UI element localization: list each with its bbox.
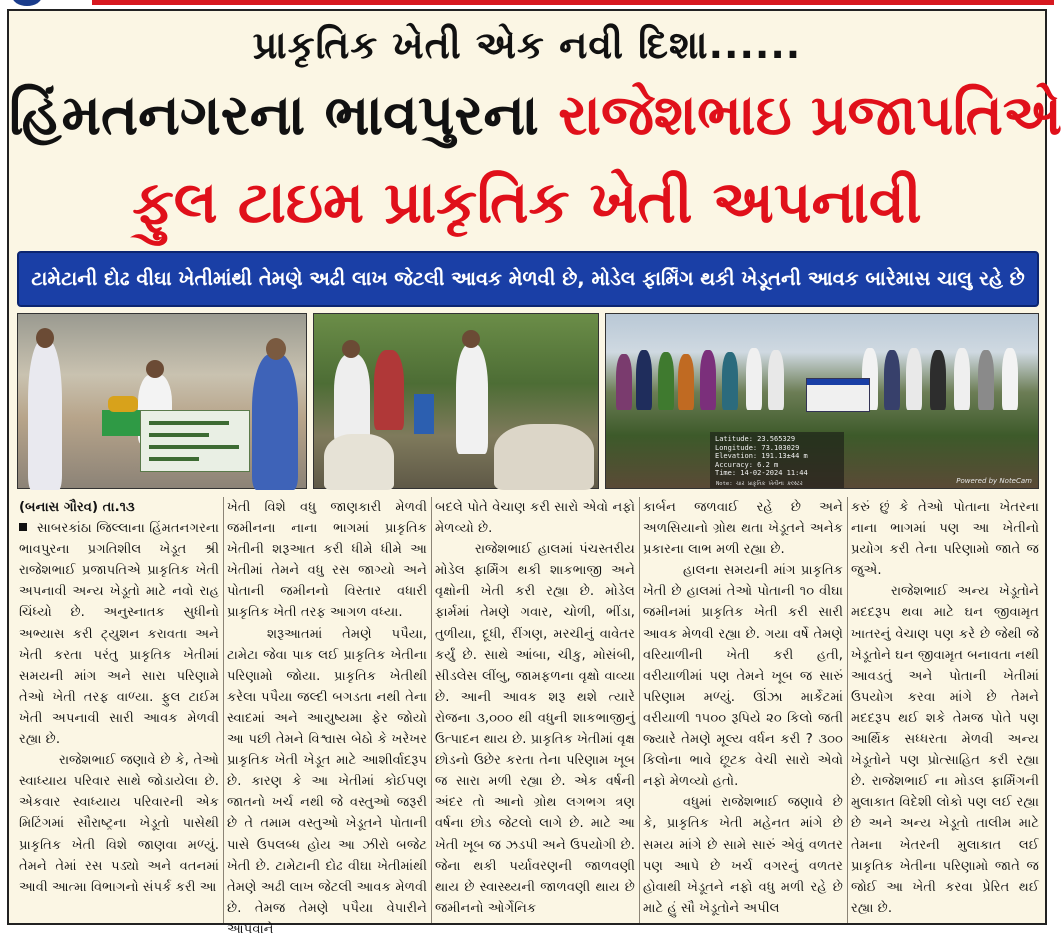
kicker: પ્રાકૃતિક ખેતી એક નવી દિશા...... bbox=[252, 23, 802, 67]
person-head bbox=[36, 328, 54, 348]
article-paragraph: કાર્બન જળવાઈ રહે છે અને અળસિયાનો ગ્રોથ થતા ખેડૂતને અનેક પ્રકારના લાભ મળી રહ્યા છે. bbox=[643, 500, 843, 558]
person-head bbox=[462, 330, 480, 348]
article-paragraph: રાજેશભાઈ અન્ય ખેડૂતોને મદદરૂપ થવા માટે ઘન જીવામૃત ખાતરનું વેચાણ પણ કરે છે જેથી જે ખેડૂતોને ઘન જીવામૃત બનાવતા નથી આવડતું અને પોતાની ખેતીમાં ઉપયોગ કરવા માંગે છે તેમને મદદરૂપ થઈ શકે તેમજ પોતે પણ આર્થિક સધ્ધરતા મેળવી અન્ય ખેડૂતોને પણ પ્રોત્સાહિત કરી રહ્યા છે. રાજેશભાઈ ના મોડલ ફાર્મિંગની મુલાકાત વિદેશી લોકો પણ લઈ રહ્યા છે અને અન્ય ખેડૂતો તાલીમ માટે તેમના ખેતરની મુલાકાત લઈ પ્રાકૃતિક ખેતીના પરિણામો જાતે જ જોઈ આ ખેતી કરવા પ્રેરિત થઈ રહ્યા છે. bbox=[851, 584, 1039, 916]
article-paragraph: શરૂઆતમાં તેમણે પપૈયા, ટામેટા જેવા પાક લઈ પ્રાકૃતિક ખેતીના પરિણામો જોયા. પ્રાકૃતિક ખેતીથી કરેલા પપૈયા જલ્દી બગડતા નથી તેના સ્વાદમાં અને આયુષ્યમા ફેર જોયો આ પછી તેમને વિશ્વાસ બેઠો કે ખરેખર પ્રાકૃતિક ખેતી ખેડૂત માટે આશીર્વાદરૂપ છે. કારણ કે આ ખેતીમાં કોઈપણ જાતનો ખર્ચ નથી જે વસ્તુઓ જરૂરી છે તે તમામ વસ્તુઓ ખેડૂતને પોતાની પાસે ઉપલબ્ધ હોય આ ઝીરો બજેટ ખેતી છે. ટામેટાની દોઢ વીઘા ખેતીમાંથી તેમણે અઢી લાખ જેટલી આવક મેળવી છે. તેમજ તેમણે પપૈયા વેપારીને આપવાને bbox=[227, 626, 427, 937]
person-figure bbox=[374, 350, 404, 430]
article-paragraph: ખેતી વિશે વધુ જાણકારી મેળવી જમીનના નાના ભાગમાં પ્રાકૃતિક ખેતીની શરૂઆત કરી ધીમે ધીમે આ ખેતીમાં તેમને વધુ રસ જાગ્યો અને પોતાની જમીનનો વિસ્તાર વધારી પ્રાકૃતિક ખેતી તરફ આગળ વધ્યા. bbox=[227, 500, 427, 621]
person-figure bbox=[252, 354, 298, 490]
article-paragraph: સાબરકાંઠા જિલ્લાના હિંમતનગરના ભાવપુરના પ્રગતિશીલ ખેડૂત શ્રી રાજેશભાઈ પ્રજાપતિએ પ્રાકૃતિક ખેતી અપનાવી અન્ય ખેડૂતો માટે નવો રાહ ચિંધ્યો છે. અનુસ્નાતક સુધીનો અભ્યાસ કરી ટ્યુશન કરાવતા અને ખેતી કરતા પરંતુ પ્રાકૃતિક ખેતીમાં સમયની માંગ અને સારા પરિણામે તેઓ ખેતી તરફ વાળ્યા. ફુલ ટાઈમ ખેતી અપનાવી સારી આવક મેળવી રહ્યા છે. bbox=[19, 521, 219, 748]
article-column-2 bbox=[227, 497, 427, 937]
article-body bbox=[17, 497, 1039, 937]
seated-farmers bbox=[494, 424, 594, 490]
headline-line-1 bbox=[9, 83, 1062, 149]
dateline: (બનાસ ગૌરવ) તા.૧૩ bbox=[19, 500, 135, 515]
column-divider bbox=[431, 497, 432, 923]
article-column-5 bbox=[851, 497, 1039, 923]
article-column-4 bbox=[643, 497, 843, 923]
field-banner bbox=[806, 378, 870, 412]
article-paragraph: વધુમાં રાજેશભાઈ જણાવે છે કે, પ્રાકૃતિક ખેતી મહેનત માંગે છે સમય માંગે છે સામે સારું એવું વળતર પણ આપે છે ખર્ચ વગરનું વળતર હોવાથી ખેડૂતને નફો વધુ મળી રહે છે માટે હું સૌ ખેડૂતોને અપીલ bbox=[643, 795, 843, 916]
headline-line-2: ફુલ ટાઇમ પ્રાકૃતિક ખેતી અપનાવી bbox=[132, 168, 922, 236]
article-paragraph: હાલના સમયની માંગ પ્રાકૃતિક ખેતી છે હાલમાં તેઓ પોતાની ૧૦ વીઘા જમીનમાં પ્રાકૃતિક ખેતી કરી સારી આવક મેળવી રહ્યા છે. ગયા વર્ષે તેમણે વરિયાળીની ખેતી કરી હતી, વરીયાળીમાં પણ તેમને ખૂબ જ સારું પરિણામ મળ્યું. ઊંઝા માર્કેટમાં વરીયાળી ૧૫૦૦ રૂપિયે ૨૦ કિલો જતી જ્યારે તેમણે મૂલ્ય વર્ધન કરી ? ૩૦૦ કિલોના ભાવે છૂટક વેચી સારો એવો નફો મેળવ્યો હતો. bbox=[643, 563, 843, 790]
column-divider bbox=[639, 497, 640, 923]
headline-person: રાજેશભાઇ પ્રજાપતિએ bbox=[558, 83, 1062, 148]
gps-overlay bbox=[710, 432, 844, 488]
article-column-1 bbox=[19, 497, 219, 923]
top-red-bar bbox=[92, 0, 1054, 5]
article-paragraph: કરું છું કે તેઓ પોતાના ખેતરના નાના ભાગમાં પણ આ ખેતીનો પ્રયોગ કરી તેના પરિણામો જાતે જ જુએ. bbox=[851, 500, 1039, 579]
seated-farmers bbox=[324, 434, 394, 490]
person-head bbox=[342, 340, 360, 358]
article-paragraph: બદલે પોતે વેચાણ કરી સારો એવો નફો મેળવ્યો છે. bbox=[435, 500, 635, 537]
gps-latitude: Latitude: 23.565329 bbox=[715, 435, 796, 443]
stall-signboard bbox=[140, 410, 250, 472]
person-figure bbox=[28, 340, 62, 490]
person-figure bbox=[456, 344, 488, 454]
container bbox=[414, 394, 434, 434]
gps-note: Note: ચાર પ્રાકૃતિક ખેતીના કલ્સ્ટર bbox=[716, 481, 803, 487]
gps-elevation: Elevation: 191.13±44 m bbox=[715, 452, 808, 460]
person-figure bbox=[334, 354, 370, 444]
article-paragraph: રાજેશભાઈ જણાવે છે કે, તેઓ સ્વાધ્યાય પરિવાર સાથે જોડાયેલા છે. એકવાર સ્વાધ્યાય પરિવારની એક મિટિંગમાં સૌરાષ્ટ્રના ખેડૂતો પાસેથી પ્રાકૃતિક ખેતી વિશે જાણવા મળ્યું. તેમને તેમાં રસ પડ્યો અને વતનમાં આવી આત્મા વિભાગનો સંપર્ક કરી આ bbox=[19, 753, 219, 895]
masthead-logo-edge bbox=[12, 0, 42, 6]
column-divider bbox=[223, 497, 224, 923]
top-strip bbox=[0, 0, 1054, 6]
news-article bbox=[7, 9, 1062, 937]
lead-marker bbox=[19, 523, 27, 531]
photo-strip bbox=[17, 313, 1039, 489]
photo-farmers-meeting bbox=[313, 313, 599, 489]
produce-pile bbox=[108, 396, 138, 412]
gps-accuracy: Accuracy: 6.2 m bbox=[715, 460, 779, 469]
person-head bbox=[146, 360, 164, 378]
column-divider bbox=[847, 497, 848, 923]
photo-field-visit bbox=[605, 313, 1039, 489]
gps-longitude: Longitude: 73.103029 bbox=[715, 443, 800, 452]
headline-place: હિંમતનગરના ભાવપુરના bbox=[9, 83, 539, 148]
article-column-3 bbox=[435, 497, 635, 923]
article-paragraph: રાજેશભાઈ હાલમાં પંચસ્તરીય મોડેલ ફાર્મિંગ થકી શાકભાજી અને વૃક્ષોની ખેતી કરી રહ્યા છે. મોડેલ ફાર્મમાં તેમણે ગવાર, ચોળી, ભીંડા, તુળીયા, દૂધી, રીંગણ, મરચીનું વાવેતર કર્યું છે. સાથે આંબા, ચીકુ, મોસંબી, સીડલેસ લીંબુ, જામફળના વૃક્ષો વાવ્યા છે. આની આવક શરૂ થશે ત્યારે રોજના ૩,૦૦૦ થી વધુની શાકભાજીનું ઉત્પાદન થાય છે. પ્રાકૃતિક ખેતીમાં વૃક્ષ છોડનો ઉછેર કરતા તેના પરિણામ ખૂબ જ સારા મળી રહ્યા છે. એક વર્ષની અંદર તો આનો ગ્રોથ લગભગ ત્રણ વર્ષના છોડ જેટલો લાગે છે. માટે આ ખેતી ખૂબ જ ઝડપી અને ઉપયોગી છે. જેના થકી પર્યાવરણની જાળવણી થાય છે સ્વાસ્થ્યની જાળવણી થાય છે જમીનનો ઓર્ગેનિક bbox=[435, 542, 635, 916]
photo-farmer-stall bbox=[17, 313, 307, 489]
gps-time: Time: 14-02-2024 11:44 bbox=[715, 469, 808, 477]
person-head bbox=[266, 338, 286, 360]
camera-watermark: Powered by NoteCam bbox=[956, 477, 1032, 485]
subheadline-banner: ટામેટાની દોઢ વીઘા ખેતીમાંથી તેમણે અઢી લાખ જેટલી આવક મેળવી છે, મોડેલ ફાર્મિંગ થકી ખેડૂતની આવક બારેમાસ ચાલુ રહે છે bbox=[17, 251, 1039, 307]
vegetable-crate bbox=[102, 410, 142, 436]
